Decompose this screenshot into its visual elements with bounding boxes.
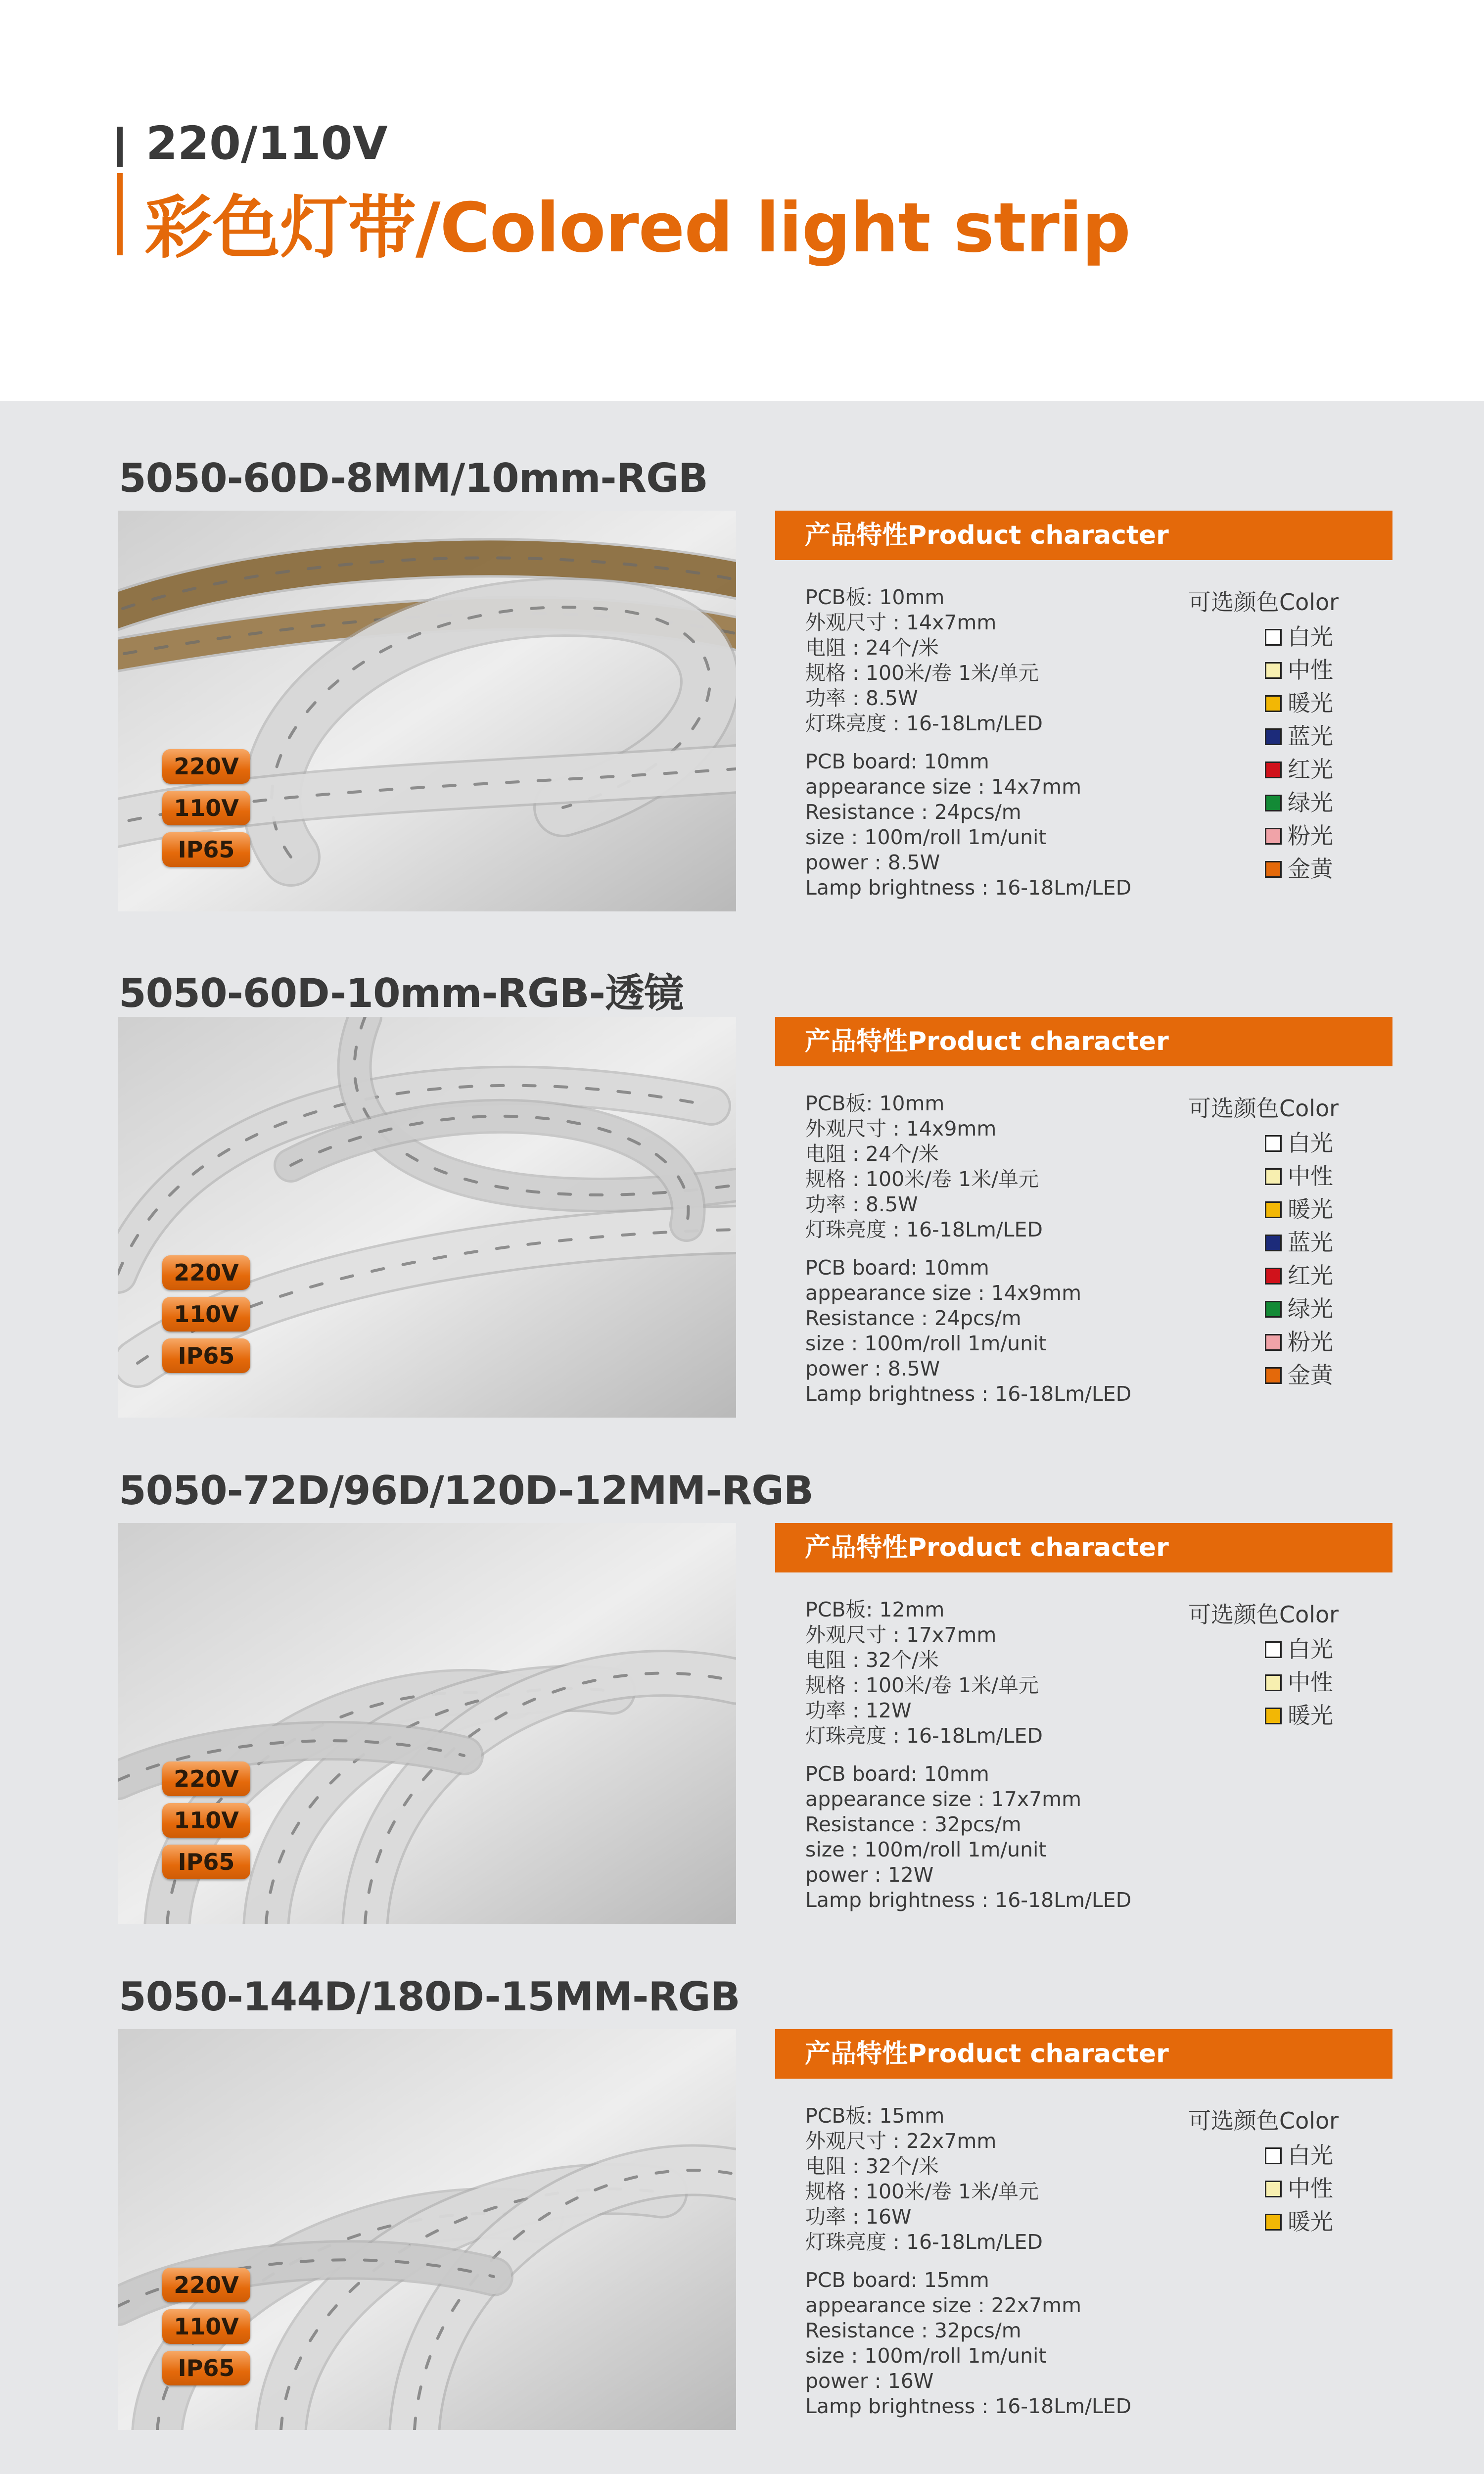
- voltage-110v-tag: 110V: [162, 1297, 250, 1332]
- spec-line-en: size : 100m/roll 1m/unit: [805, 1838, 1047, 1861]
- spec-list: [805, 2103, 1201, 2419]
- color-swatch-icon: [1265, 1367, 1282, 1384]
- color-swatch-icon: [1265, 1201, 1282, 1218]
- color-option: [1265, 2205, 1333, 2238]
- color-label: 红光: [1288, 756, 1333, 783]
- color-label: 暖光: [1288, 690, 1333, 716]
- spec-line-en: Resistance : 24pcs/m: [805, 800, 1021, 824]
- spec-line-cn: 外观尺寸 : 14x7mm: [805, 611, 997, 634]
- color-option: [1265, 1226, 1333, 1259]
- voltage-220v-tag: 220V: [162, 1761, 250, 1796]
- color-label: 中性: [1288, 657, 1333, 683]
- color-option: [1265, 1127, 1333, 1159]
- spec-line-cn: 灯珠亮度 : 16-18Lm/LED: [805, 1218, 1043, 1241]
- color-option: [1265, 819, 1333, 852]
- color-option: [1265, 654, 1333, 686]
- ip65-tag: IP65: [162, 1338, 250, 1373]
- color-label: 粉光: [1288, 822, 1333, 849]
- color-option: [1265, 853, 1333, 885]
- spec-line-en: size : 100m/roll 1m/unit: [805, 1332, 1047, 1355]
- color-swatch-icon: [1265, 1301, 1282, 1318]
- color-option: [1265, 1666, 1333, 1699]
- product-character-header: 产品特性Product character: [775, 2029, 1392, 2079]
- spec-line-en: size : 100m/roll 1m/unit: [805, 2344, 1047, 2368]
- product-section-2: [0, 961, 1484, 1468]
- spec-line-cn: PCB板: 12mm: [805, 1598, 945, 1621]
- voltage-220v-tag: 220V: [162, 749, 250, 784]
- color-label: 绿光: [1288, 1295, 1333, 1322]
- color-option: [1265, 620, 1333, 653]
- voltage-220v-tag: 220V: [162, 2268, 250, 2302]
- color-swatch-icon: [1265, 2147, 1282, 2164]
- color-swatch-icon: [1265, 795, 1282, 811]
- color-option: [1265, 1699, 1333, 1732]
- product-model-title: 5050-144D/180D-15MM-RGB: [119, 1974, 740, 2020]
- spec-line-en: power : 8.5W: [805, 851, 940, 874]
- color-label: 粉光: [1288, 1329, 1333, 1355]
- color-label: 中性: [1288, 1163, 1333, 1189]
- color-option: [1265, 1292, 1333, 1325]
- product-character-header: 产品特性Product character: [775, 1523, 1392, 1572]
- product-photo: [118, 2029, 736, 2430]
- product-character-header: 产品特性Product character: [775, 1017, 1392, 1066]
- spec-line-cn: 外观尺寸 : 14x9mm: [805, 1117, 997, 1141]
- color-label: 暖光: [1288, 1196, 1333, 1223]
- spec-line-cn: 规格 : 100米/卷 1米/单元: [805, 2180, 1039, 2203]
- color-option: [1265, 2139, 1333, 2172]
- voltage-220v-tag: 220V: [162, 1255, 250, 1290]
- color-label: 白光: [1288, 2142, 1333, 2169]
- title-accent-bar-orange: [117, 173, 123, 255]
- spec-spacer: [805, 2255, 1201, 2268]
- color-label: 蓝光: [1288, 723, 1333, 750]
- spec-line-en: power : 16W: [805, 2369, 934, 2393]
- product-model-title: 5050-60D-10mm-RGB-透镜: [119, 970, 683, 1016]
- spec-line-cn: PCB板: 10mm: [805, 585, 945, 609]
- spec-line-cn: 外观尺寸 : 17x7mm: [805, 1623, 997, 1647]
- color-swatch-icon: [1265, 1268, 1282, 1285]
- spec-line-en: PCB board: 10mm: [805, 1256, 989, 1280]
- voltage-110v-tag: 110V: [162, 791, 250, 825]
- spec-line-cn: 规格 : 100米/卷 1米/单元: [805, 1673, 1039, 1697]
- color-option: [1265, 2172, 1333, 2205]
- spec-line-en: Lamp brightness : 16-18Lm/LED: [805, 1888, 1132, 1912]
- color-swatch-icon: [1265, 1708, 1282, 1724]
- ip65-tag: IP65: [162, 1845, 250, 1879]
- spec-line-en: Lamp brightness : 16-18Lm/LED: [805, 876, 1132, 900]
- color-swatch-icon: [1265, 728, 1282, 745]
- spec-line-cn: 灯珠亮度 : 16-18Lm/LED: [805, 712, 1043, 735]
- color-swatch-icon: [1265, 662, 1282, 679]
- color-option: [1265, 786, 1333, 819]
- spec-spacer: [805, 1749, 1201, 1761]
- color-swatch-icon: [1265, 629, 1282, 646]
- page-title: 彩色灯带/Colored light strip: [144, 188, 1130, 268]
- spec-line-en: appearance size : 14x7mm: [805, 775, 1082, 799]
- color-option: [1265, 1193, 1333, 1226]
- spec-line-en: appearance size : 22x7mm: [805, 2293, 1082, 2317]
- color-option: [1265, 1359, 1333, 1391]
- color-option: [1265, 753, 1333, 786]
- spec-list: [805, 1597, 1201, 1913]
- color-options: [1188, 1597, 1396, 1729]
- spec-list: [805, 585, 1201, 901]
- page-header: [0, 0, 1484, 401]
- spec-line-en: Lamp brightness : 16-18Lm/LED: [805, 1382, 1132, 1406]
- color-label: 蓝光: [1288, 1229, 1333, 1256]
- spec-line-cn: 功率 : 8.5W: [805, 1192, 918, 1216]
- spec-line-cn: 功率 : 8.5W: [805, 686, 918, 710]
- color-option: [1265, 687, 1333, 719]
- spec-spacer: [805, 1242, 1201, 1255]
- spec-line-cn: 外观尺寸 : 22x7mm: [805, 2129, 997, 2153]
- spec-line-en: Resistance : 32pcs/m: [805, 2319, 1021, 2342]
- color-swatch-icon: [1265, 1674, 1282, 1691]
- color-label: 金黄: [1288, 856, 1333, 882]
- spec-line-cn: 规格 : 100米/卷 1米/单元: [805, 661, 1039, 685]
- spec-line-cn: 规格 : 100米/卷 1米/单元: [805, 1167, 1039, 1191]
- color-swatch-icon: [1265, 2181, 1282, 2197]
- product-photo: [118, 1017, 736, 1418]
- color-label: 白光: [1288, 1636, 1333, 1663]
- product-section-1: [0, 455, 1484, 961]
- color-option: [1265, 1259, 1333, 1292]
- spec-line-en: PCB board: 10mm: [805, 750, 989, 773]
- color-label: 红光: [1288, 1262, 1333, 1289]
- spec-line-cn: 电阻 : 24个/米: [805, 636, 939, 660]
- spec-line-en: Lamp brightness : 16-18Lm/LED: [805, 2394, 1132, 2418]
- spec-spacer: [805, 736, 1201, 749]
- color-swatch-icon: [1265, 1334, 1282, 1351]
- ip65-tag: IP65: [162, 2351, 250, 2385]
- color-options-title: 可选颜色Color: [1188, 589, 1339, 616]
- spec-line-en: appearance size : 14x9mm: [805, 1281, 1082, 1305]
- color-swatch-icon: [1265, 828, 1282, 845]
- spec-line-cn: 电阻 : 32个/米: [805, 1648, 939, 1672]
- color-label: 暖光: [1288, 1702, 1333, 1729]
- spec-line-en: appearance size : 17x7mm: [805, 1787, 1082, 1811]
- product-model-title: 5050-72D/96D/120D-12MM-RGB: [119, 1468, 813, 1514]
- color-label: 暖光: [1288, 2208, 1333, 2235]
- product-photo: [118, 511, 736, 911]
- title-accent-bar: [117, 127, 123, 167]
- color-swatch-icon: [1265, 861, 1282, 878]
- spec-line-cn: 功率 : 16W: [805, 2205, 912, 2229]
- color-label: 金黄: [1288, 1362, 1333, 1388]
- color-options-title: 可选颜色Color: [1188, 2107, 1339, 2134]
- voltage-110v-tag: 110V: [162, 1803, 250, 1838]
- product-section-3: [0, 1468, 1484, 1974]
- color-option: [1265, 1326, 1333, 1358]
- spec-line-en: Resistance : 32pcs/m: [805, 1812, 1021, 1836]
- spec-line-en: PCB board: 15mm: [805, 2268, 989, 2292]
- color-label: 白光: [1288, 1130, 1333, 1156]
- spec-line-en: PCB board: 10mm: [805, 1762, 989, 1786]
- color-swatch-icon: [1265, 1641, 1282, 1658]
- spec-line-cn: 电阻 : 24个/米: [805, 1142, 939, 1166]
- color-label: 绿光: [1288, 789, 1333, 816]
- spec-line-en: Resistance : 24pcs/m: [805, 1306, 1021, 1330]
- spec-line-en: size : 100m/roll 1m/unit: [805, 825, 1047, 849]
- product-photo: [118, 1523, 736, 1924]
- color-swatch-icon: [1265, 761, 1282, 778]
- spec-line-en: power : 8.5W: [805, 1357, 940, 1380]
- product-model-title: 5050-60D-8MM/10mm-RGB: [119, 455, 708, 501]
- color-option: [1265, 1160, 1333, 1192]
- voltage-heading: 220/110V: [146, 117, 388, 170]
- color-label: 白光: [1288, 623, 1333, 650]
- color-options: [1188, 2103, 1396, 2235]
- color-options: [1188, 585, 1396, 882]
- color-swatch-icon: [1265, 2214, 1282, 2231]
- spec-list: [805, 1091, 1201, 1407]
- color-options-title: 可选颜色Color: [1188, 1601, 1339, 1628]
- spec-line-cn: 灯珠亮度 : 16-18Lm/LED: [805, 2230, 1043, 2254]
- voltage-110v-tag: 110V: [162, 2309, 250, 2344]
- color-swatch-icon: [1265, 1235, 1282, 1251]
- spec-line-cn: PCB板: 15mm: [805, 2104, 945, 2128]
- color-options-title: 可选颜色Color: [1188, 1095, 1339, 1122]
- color-swatch-icon: [1265, 695, 1282, 712]
- spec-line-cn: 功率 : 12W: [805, 1699, 912, 1722]
- color-swatch-icon: [1265, 1135, 1282, 1152]
- color-options: [1188, 1091, 1396, 1388]
- ip65-tag: IP65: [162, 832, 250, 867]
- color-label: 中性: [1288, 1669, 1333, 1696]
- color-label: 中性: [1288, 2175, 1333, 2202]
- product-section-4: [0, 1974, 1484, 2474]
- spec-line-cn: 灯珠亮度 : 16-18Lm/LED: [805, 1724, 1043, 1748]
- color-option: [1265, 1633, 1333, 1665]
- color-option: [1265, 720, 1333, 753]
- spec-line-cn: 电阻 : 32个/米: [805, 2154, 939, 2178]
- color-swatch-icon: [1265, 1168, 1282, 1185]
- product-character-header: 产品特性Product character: [775, 511, 1392, 560]
- spec-line-cn: PCB板: 10mm: [805, 1092, 945, 1115]
- spec-line-en: power : 12W: [805, 1863, 934, 1887]
